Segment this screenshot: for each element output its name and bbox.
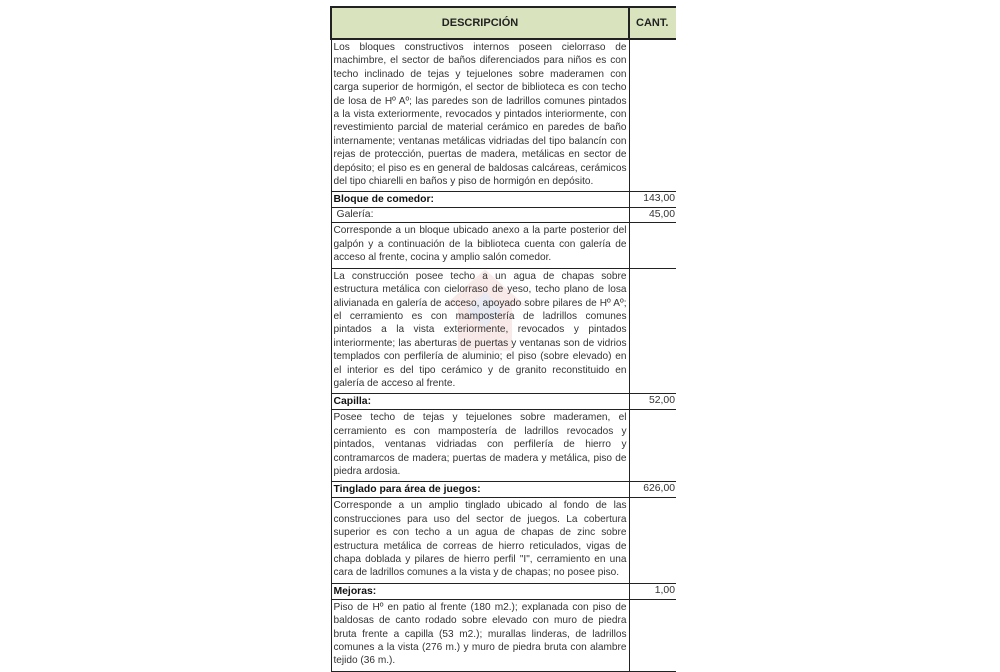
table-row — [331, 410, 676, 482]
description-cell: Posee techo de tejas y tejuelones sobre maderamen, el cerramiento es con mampostería de ladrillos revocados y pintados, ventanas vidriadas con perfilería de hierro y contramarcos de madera; puertas de madera y metálica, piso de piedra ardosia. — [331, 410, 629, 482]
section-title-cell: Bloque de comedor: — [331, 192, 629, 208]
table-row — [331, 268, 676, 394]
description-cell: La construcción posee techo a un agua de chapas sobre estructura metálica con cielorraso de yeso, techo plano de losa alivianada en galería de acceso, apoyado sobre pilares de Hº Aº; el cerramiento es con mampostería de ladrillos comunes pintados a la vista exteriormente, revocados y pintados interiormente; las aberturas de puertas y ventanas son de vidrios templados con perfilería de aluminio; el piso (sobre elevado) en el interior es del tipo cerámico y de granito reconstituido en galería de acceso al frente. — [331, 268, 629, 394]
description-cell: Piso de Hº en patio al frente (180 m2.); explanada con piso de baldosas de canto rodado sobre elevado con muro de piedra bruta frente a capilla (53 m2.); murallas linderas, de ladrillos comunes a la vista (276 m.) y muro de piedra bruta con alambre tejido (36 m.). — [331, 599, 629, 671]
description-quantity-table — [330, 6, 676, 672]
header-quantity: CANT. — [629, 7, 676, 39]
table-row — [331, 498, 676, 583]
quantity-cell — [629, 223, 676, 268]
section-title-cell: Tinglado para área de juegos: — [331, 482, 629, 498]
quantity-cell — [629, 498, 676, 583]
table-row — [331, 208, 676, 223]
quantity-cell — [629, 268, 676, 394]
subsection-cell: Galería: — [331, 208, 629, 223]
spreadsheet-table-container — [330, 6, 675, 672]
quantity-cell: 52,00 — [629, 394, 676, 410]
quantity-cell: 1,00 — [629, 583, 676, 599]
table-row — [331, 39, 676, 192]
table-row — [331, 223, 676, 268]
table-row — [331, 394, 676, 410]
table-row — [331, 599, 676, 671]
section-title-cell: Mejoras: — [331, 583, 629, 599]
header-row — [331, 7, 676, 39]
header-description: DESCRIPCIÓN — [331, 7, 629, 39]
description-cell: Los bloques constructivos internos poseen cielorraso de machimbre, el sector de baños diferenciados para niños es con techo inclinado de tejas y tejuelones sobre maderamen con carga superior de hormigón, el sector de biblioteca es con techo de losa de Hº Aº; las paredes son de ladrillos comunes pintados a la vista exteriormente, revocados y pintados interiormente, con revestimiento parcial de material cerámico en paredes de baño internamente; ventanas metálicas vidriadas del tipo balancín con rejas de protección, puertas de madera, metálicas en sector de depósito; el piso es en general de baldosas calcáreas, cerámicos del tipo chiarelli en baños y piso de hormigón en depósito. — [331, 39, 629, 192]
quantity-cell: 626,00 — [629, 482, 676, 498]
quantity-cell — [629, 410, 676, 482]
table-row — [331, 482, 676, 498]
quantity-cell — [629, 599, 676, 671]
table-row — [331, 583, 676, 599]
quantity-cell: 45,00 — [629, 208, 676, 223]
description-cell: Corresponde a un bloque ubicado anexo a la parte posterior del galpón y a continuación de la biblioteca cuenta con galería de acceso al frente, cocina y amplio salón comedor. — [331, 223, 629, 268]
section-title-cell: Capilla: — [331, 394, 629, 410]
quantity-cell — [629, 39, 676, 192]
table-row — [331, 192, 676, 208]
quantity-cell: 143,00 — [629, 192, 676, 208]
description-cell: Corresponde a un amplio tinglado ubicado al fondo de las construcciones para uso del sector de juegos. La cobertura superior es con techo a un agua de chapas de zinc sobre estructura metálica de correas de hierro reticulados, vigas de chapa doblada y pilares de hierro perfil "I", cerramiento en una cara de ladrillos comunes a la vista y de chapas; no posee piso. — [331, 498, 629, 583]
